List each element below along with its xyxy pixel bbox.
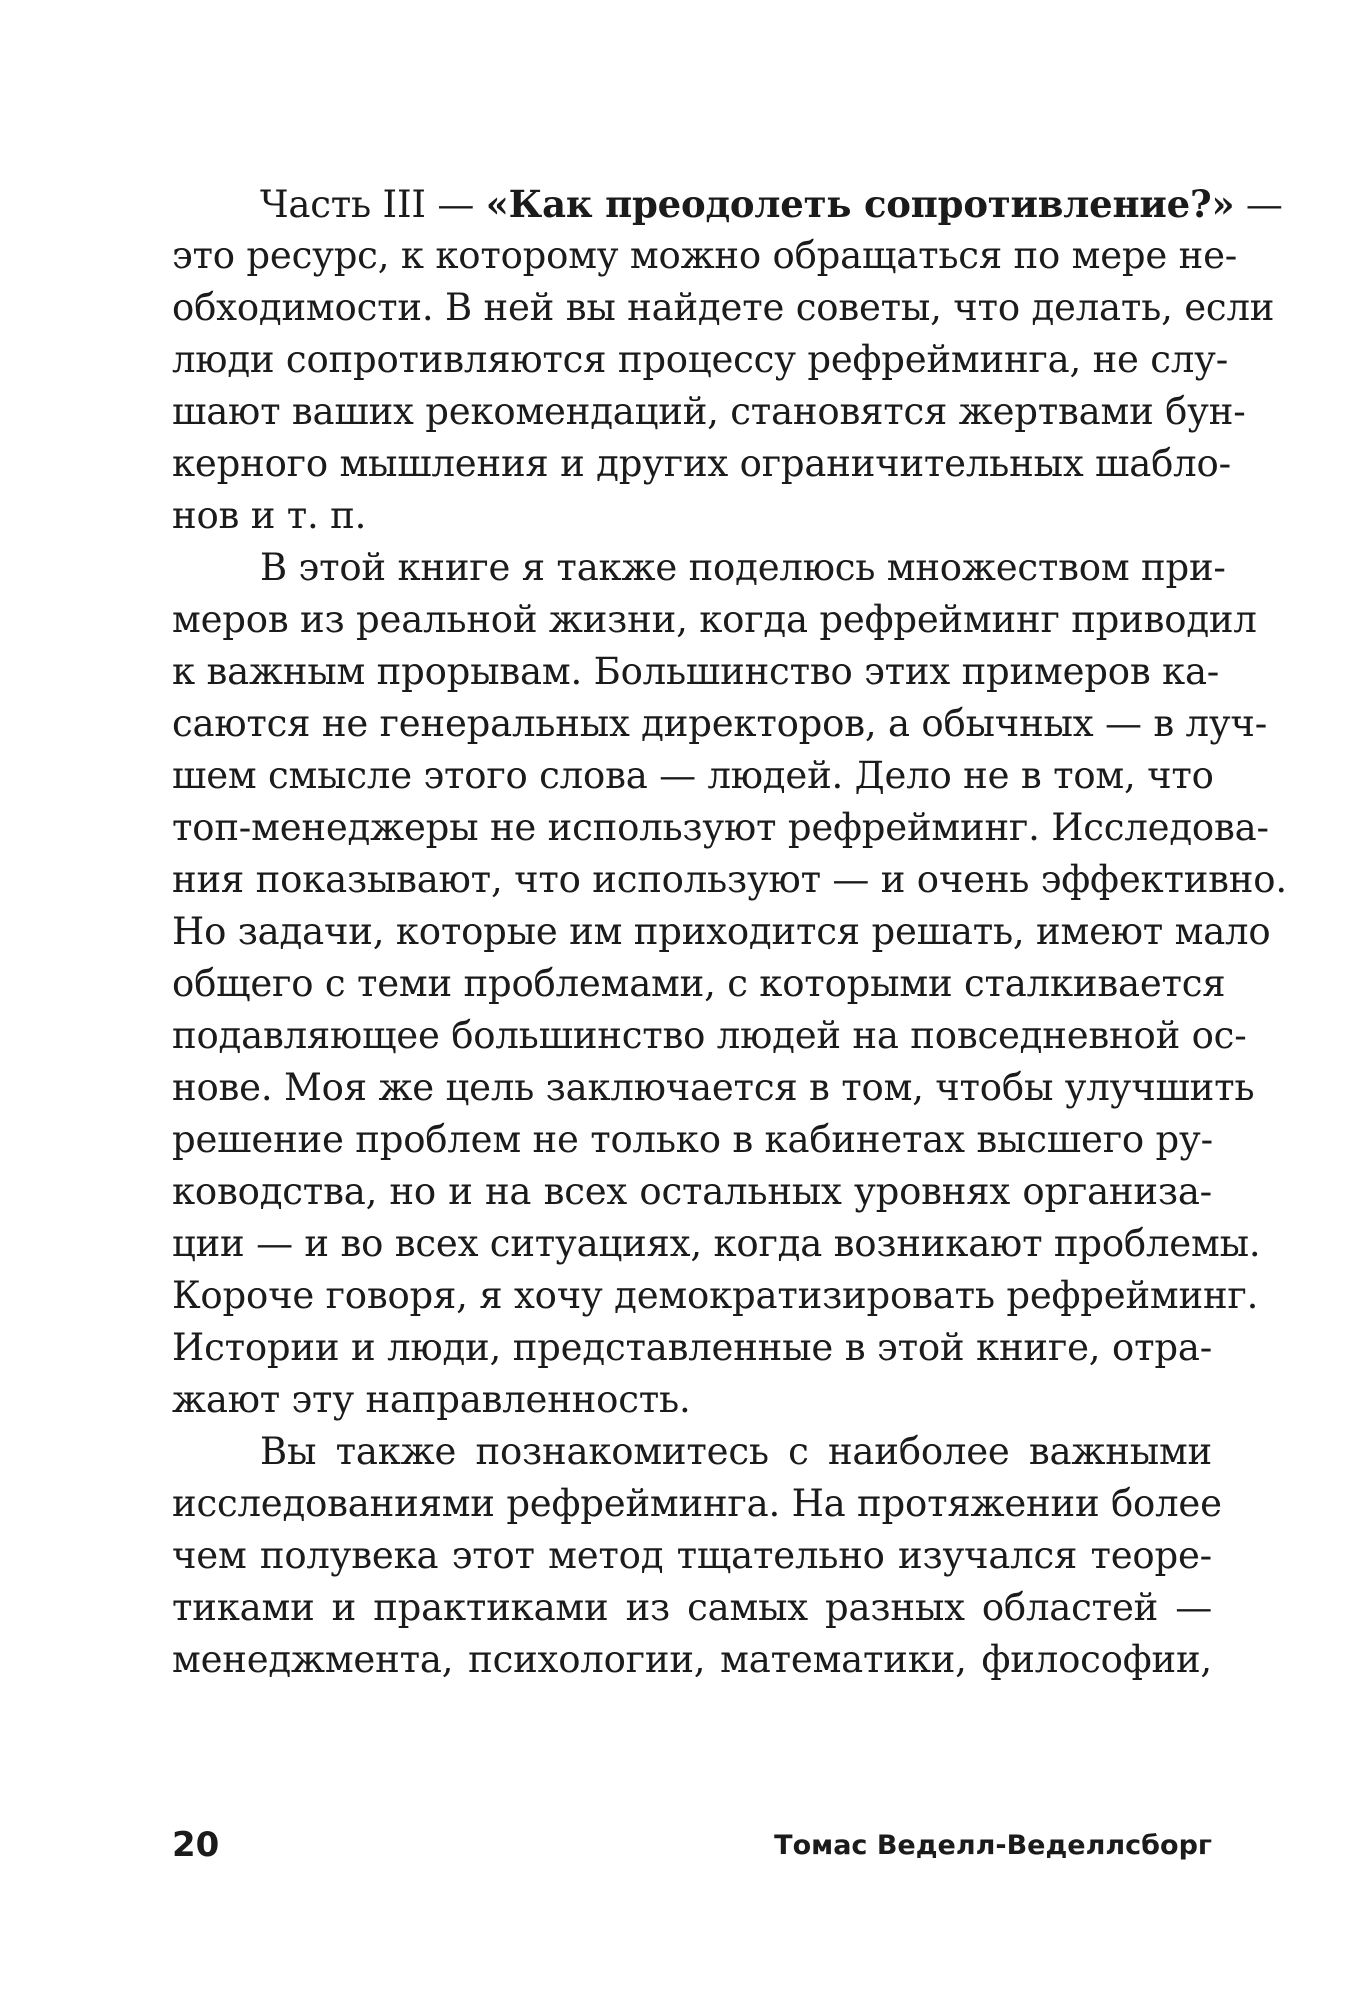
- text-line: подавляющее большинство людей на повседневной ос-: [172, 1014, 1247, 1057]
- text-line: ководства, но и на всех остальных уровнях организа-: [172, 1170, 1212, 1213]
- page-number: 20: [172, 1825, 220, 1865]
- body-text: [172, 178, 1287, 1686]
- text-line: В этой книге я также поделюсь множеством при-: [260, 546, 1226, 589]
- text-line: керного мышления и других ограничительных шабло-: [172, 442, 1231, 485]
- text-line: топ-менеджеры не используют рефрейминг. Исследова-: [172, 806, 1269, 849]
- text-line: Но задачи, которые им приходится решать, имеют мало: [172, 910, 1271, 953]
- text-line: шают ваших рекомендаций, становятся жертвами бун-: [172, 390, 1246, 433]
- text-line: обходимости. В ней вы найдете советы, что делать, если: [172, 286, 1275, 329]
- text-line: исследованиями рефрейминга. На протяжении более: [172, 1482, 1222, 1525]
- text-line: решение проблем не только в кабинетах высшего ру-: [172, 1118, 1213, 1161]
- part-title: «Как преодолеть сопротивление?»: [485, 182, 1235, 226]
- text-line: люди сопротивляются процессу рефрейминга, не слу-: [172, 338, 1229, 381]
- text-line: общего с теми проблемами, с которыми сталкивается: [172, 962, 1226, 1005]
- text-line: менеджмента, психологии, математики, философии,: [172, 1638, 1212, 1681]
- text-run: Часть III —: [260, 183, 486, 226]
- text-line: ции — и во всех ситуациях, когда возникают проблемы.: [172, 1222, 1261, 1265]
- text-line: тиками и практиками из самых разных областей —: [172, 1586, 1212, 1629]
- text-line: жают эту направленность.: [172, 1378, 691, 1421]
- running-header-author: Томас Веделл-Веделлсборг: [774, 1830, 1212, 1861]
- text-line: Короче говоря, я хочу демократизировать рефрейминг.: [172, 1274, 1259, 1317]
- text-line: Истории и люди, представленные в этой книге, отра-: [172, 1326, 1212, 1369]
- text-line: нове. Моя же цель заключается в том, чтобы улучшить: [172, 1066, 1255, 1109]
- page-footer: [172, 1820, 1212, 1870]
- text-line: нов и т. п.: [172, 494, 367, 537]
- text-line: к важным прорывам. Большинство этих примеров ка-: [172, 650, 1220, 693]
- text-line: шем смысле этого слова — людей. Дело не в том, что: [172, 754, 1214, 797]
- text-line: чем полувека этот метод тщательно изучался теоре-: [172, 1534, 1212, 1577]
- text-line: Вы также познакомитесь с наиболее важными: [260, 1430, 1212, 1473]
- text-line: саются не генеральных директоров, а обычных — в луч-: [172, 702, 1267, 745]
- text-line: это ресурс, к которому можно обращаться по мере не-: [172, 234, 1238, 277]
- text-run: —: [1234, 183, 1283, 226]
- text-line: меров из реальной жизни, когда рефрейминг приводил: [172, 598, 1257, 641]
- text-line: ния показывают, что используют — и очень эффективно.: [172, 858, 1287, 901]
- text-line: [172, 178, 1283, 230]
